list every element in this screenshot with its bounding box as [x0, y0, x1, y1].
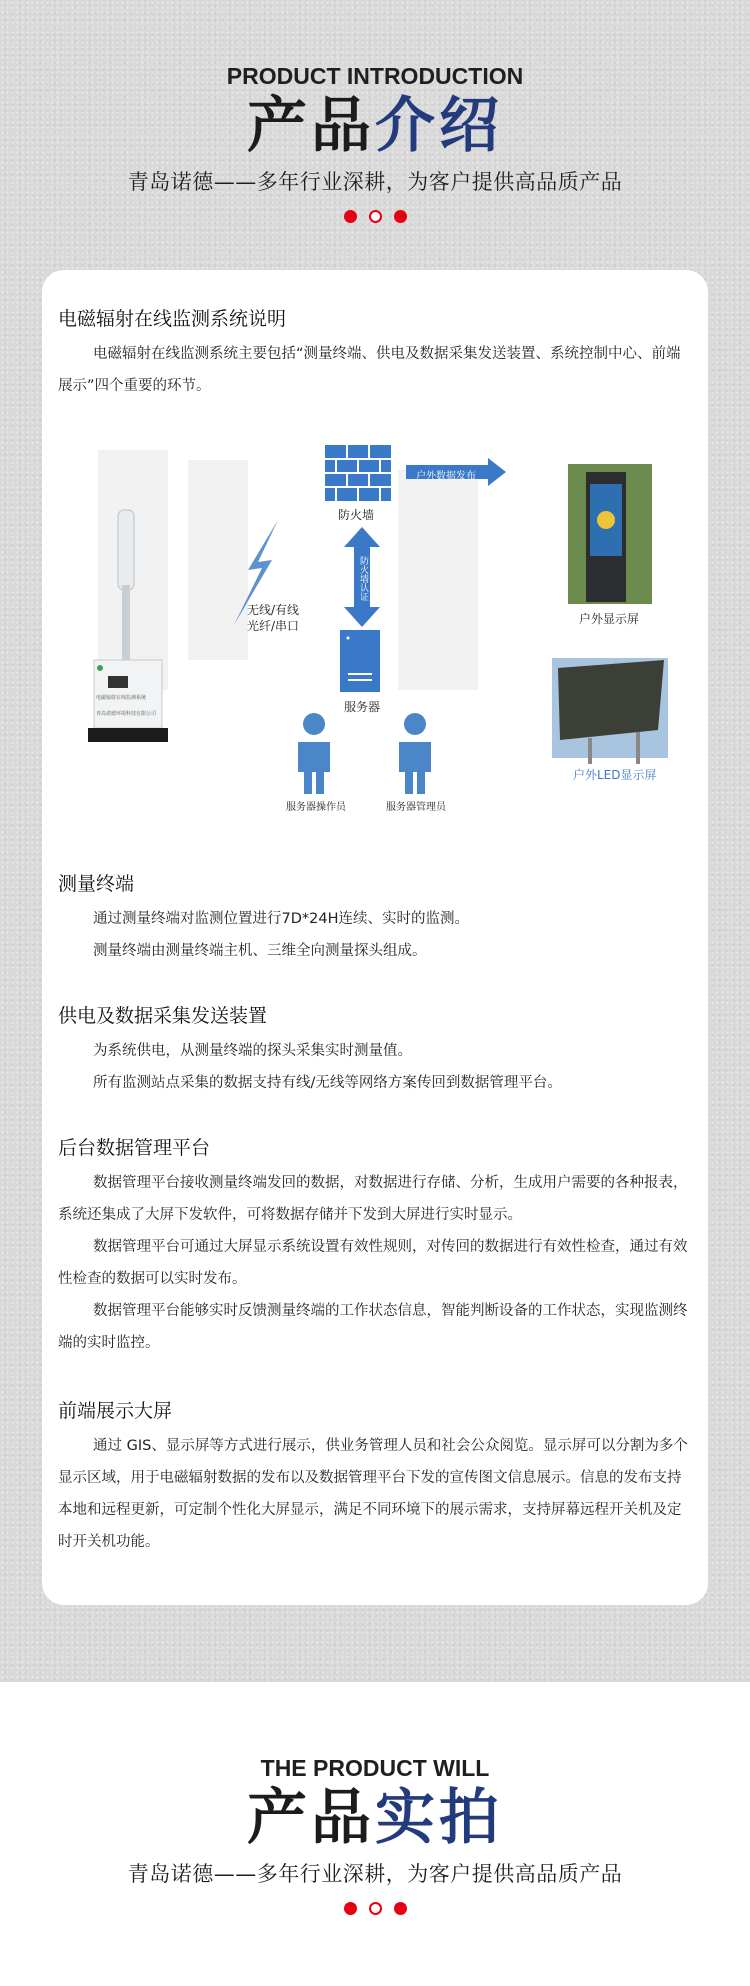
firewall-link-label: 防火墙认证: [358, 556, 368, 601]
header-title: [0, 1782, 750, 1854]
dot-ring-icon: [369, 1902, 382, 1915]
device-text-2: 青岛诺德环境科技有限公司: [96, 711, 157, 717]
system-diagram: [58, 410, 692, 813]
led-screen-label: 户外LED显示屏: [573, 768, 657, 782]
outdoor-screen-label: 户外显示屏: [579, 612, 640, 626]
intro-title: 电磁辐射在线监测系统说明: [58, 308, 287, 330]
wireless-label-2: 光纤/串口: [247, 619, 300, 633]
header-title-blue: 介绍: [375, 91, 503, 161]
admin-person-icon: [399, 713, 431, 794]
admin-label: 服务器管理员: [386, 802, 446, 813]
operator-person-icon: [298, 713, 330, 794]
header-title: [0, 90, 750, 162]
section-platform-paragraph: 数据管理平台能够实时反馈测量终端的工作状态信息，智能判断设备的工作状态，实现监测终端的实时监控。: [58, 1303, 688, 1351]
section-platform-paragraph: 数据管理平台接收测量终端发回的数据，对数据进行存储、分析，生成用户需要的各种报表，系统还集成了大屏下发软件，可将数据存储并下发到大屏进行实时显示。: [58, 1175, 688, 1223]
header-title-dark: 产品: [247, 1783, 375, 1853]
device-text-1: 电磁辐射在线监测系统: [96, 695, 147, 701]
firewall-label: 防火墙: [338, 508, 375, 522]
section-display-paragraph: 通过 GIS、显示屏等方式进行展示，供业务管理人员和社会公众阅览。显示屏可以分割为多个显示区域，用于电磁辐射数据的发布以及数据管理平台下发的宣传图文信息展示。信息的发布支持本地和远程更新，可定制个性化大屏显示，满足不同环境下的展示需求，支持屏幕远程开关机及定时开关机功能。: [58, 1438, 688, 1550]
server-label: 服务器: [344, 700, 381, 714]
header-title-dark: 产品: [247, 91, 375, 161]
dot-ring-icon: [369, 210, 382, 223]
dot-icon: [344, 210, 357, 223]
header-eyebrow: PRODUCT INTRODUCTION: [226, 63, 524, 89]
firewall-icon: [325, 445, 391, 501]
outdoor-publish-label: 户外数据发布: [416, 471, 476, 482]
dot-icon: [394, 210, 407, 223]
operator-label: 服务器操作员: [286, 802, 346, 813]
header-tagline: 青岛诺德——多年行业深耕，为客户提供高品质产品: [127, 1862, 623, 1886]
section-title-terminal: 测量终端: [58, 873, 135, 895]
wireless-label-1: 无线/有线: [247, 603, 300, 617]
server-icon: [340, 630, 380, 692]
section-title-power: 供电及数据采集发送装置: [58, 1005, 268, 1027]
section-power-paragraph: 所有监测站点采集的数据支持有线/无线等网络方案传回到数据管理平台。: [93, 1075, 562, 1091]
product-introduction-header: [0, 63, 750, 223]
section-platform-paragraph: 数据管理平台可通过大屏显示系统设置有效性规则，对传回的数据进行有效性检查，通过有效性检查的数据可以实时发布。: [58, 1239, 688, 1287]
led-display-icon: [552, 658, 668, 764]
content-card: [42, 270, 708, 1605]
section-power-paragraph: 为系统供电，从测量终端的探头采集实时测量值。: [93, 1043, 412, 1059]
dot-icon: [344, 1902, 357, 1915]
section-title-platform: 后台数据管理平台: [58, 1137, 211, 1159]
outdoor-display-icon: [568, 464, 652, 604]
decorative-dots: [0, 210, 750, 223]
header-title-blue: 实拍: [375, 1783, 503, 1853]
decorative-dots: [0, 1902, 750, 1915]
intro-paragraph: 电磁辐射在线监测系统主要包括“测量终端、供电及数据采集发送装置、系统控制中心、前端展示”四个重要的环节。: [58, 346, 681, 394]
section-terminal-paragraph: 通过测量终端对监测位置进行7D*24H连续、实时的监测。: [93, 911, 469, 927]
header-tagline: 青岛诺德——多年行业深耕，为客户提供高品质产品: [127, 170, 623, 194]
header-eyebrow: THE PRODUCT WILL: [260, 1755, 490, 1781]
section-title-display: 前端展示大屏: [58, 1400, 173, 1422]
dot-icon: [394, 1902, 407, 1915]
product-photo-header: [0, 1755, 750, 1915]
section-terminal-paragraph: 测量终端由测量终端主机、三维全向测量探头组成。: [93, 943, 427, 959]
